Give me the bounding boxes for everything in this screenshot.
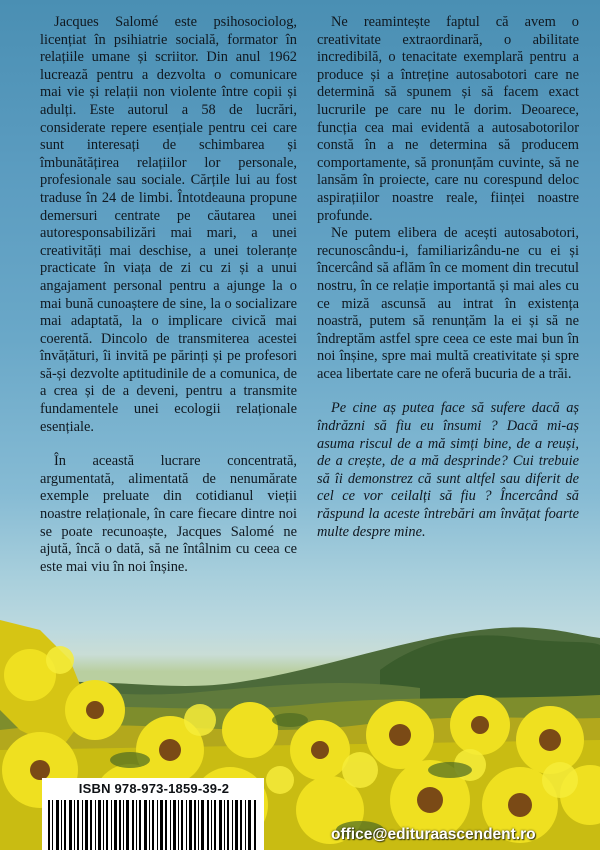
author-bio-paragraph: Jacques Salomé este psihosociolog, licențiat în psihiatrie socială, formator în relațiile umane și scriitor. Din anul 1962 lucrează pentru a dezvolta o comunicare mai vie și relații non violente între copii și adulți. Este autorul a 58 de lucrări, considerate repere esențiale pentru cei care sunt interesați de schimbarea și îmbunătățirea relațiilor lor personale, profesionale sau sociale. Cărțile lui au fost traduse în 24 de limbi. Întotdeauna propune demersuri centrate pe căutarea unei autoresponsabilizări mai mari, a unei creativități mai deschise, a unei toleranțe practicate în viața de zi cu zi și a unui angajament personal pentru a ajunge la o mai bună cunoaștere de sine, la o socializare mai adaptată, la o implicare civică mai coerentă. Dincolo de transmiterea acestei învățături, îi invită pe părinți și pe profesori să-și dezvolte aptitudinile de a comunica, de a crea și de a deveni, pentru a transmite fundamentele unei ecologii relaționale esențiale. bbox=[40, 14, 297, 435]
right-text-column bbox=[317, 14, 579, 541]
autosabotori-paragraph: Ne reamintește faptul că avem o creativitate extraordinară, o abilitate incredibilă, o tenacitate exemplară pentru a produce și a întreține autosabotori care ne determină să spunem și să facem exact lucrurile pe care nu le dorim. Deoarece, funcția cea mai evidentă a autosabotorilor constă în a ne determina să producem comportamente, să pronunțăm cuvinte, să ne lansăm în proiecte, care nu corespund deloc aspirațiilor noastre reale, ființei noastre profunde. bbox=[317, 14, 579, 224]
left-text-column bbox=[40, 14, 297, 576]
book-description-paragraph: În această lucrare concentrată, argumentată, alimentată de nenumărate exemple preluate din cotidianul vieții noastre relaționale, în care fiecare dintre noi se poate recunoaște, Jacques Salomé ne ajută, încă o dată, să ne întâlnim cu ceea ce este mai viu în noi înșine. bbox=[40, 453, 297, 575]
publisher-email: office@edituraascendent.ro bbox=[331, 826, 536, 843]
questions-paragraph: Pe cine aș putea face să sufere dacă aș îndrăzni să fiu eu însumi ? Dacă mi-aș asuma riscul de a mă simți bine, de a reuși, de a crește, de a mă desprinde? Cui trebuie să îi demonstrez că sunt altfel sau diferit de cel ce vor ceilalți să fiu ? Încercând să răspund la aceste întrebări am învățat foarte multe despre mine. bbox=[317, 400, 579, 540]
liberation-paragraph: Ne putem elibera de acești autosabotori, recunoscându-i, familiarizându-ne cu ei și încercând să aflăm în ce moment din trecutul nostru, în ce relație importantă și mai ales cu ce miză ascunsă au intrat în existența noastră, putem să renunțăm la ei și să ne îndreptăm astfel spre ceea ce este mai bun în noi înșine, spre mai multă creativitate și spre acea libertate care ne oferă bucuria de a trăi. bbox=[317, 225, 579, 382]
barcode-icon bbox=[48, 800, 258, 850]
isbn-label: ISBN 978-973-1859-39-2 bbox=[78, 781, 230, 796]
